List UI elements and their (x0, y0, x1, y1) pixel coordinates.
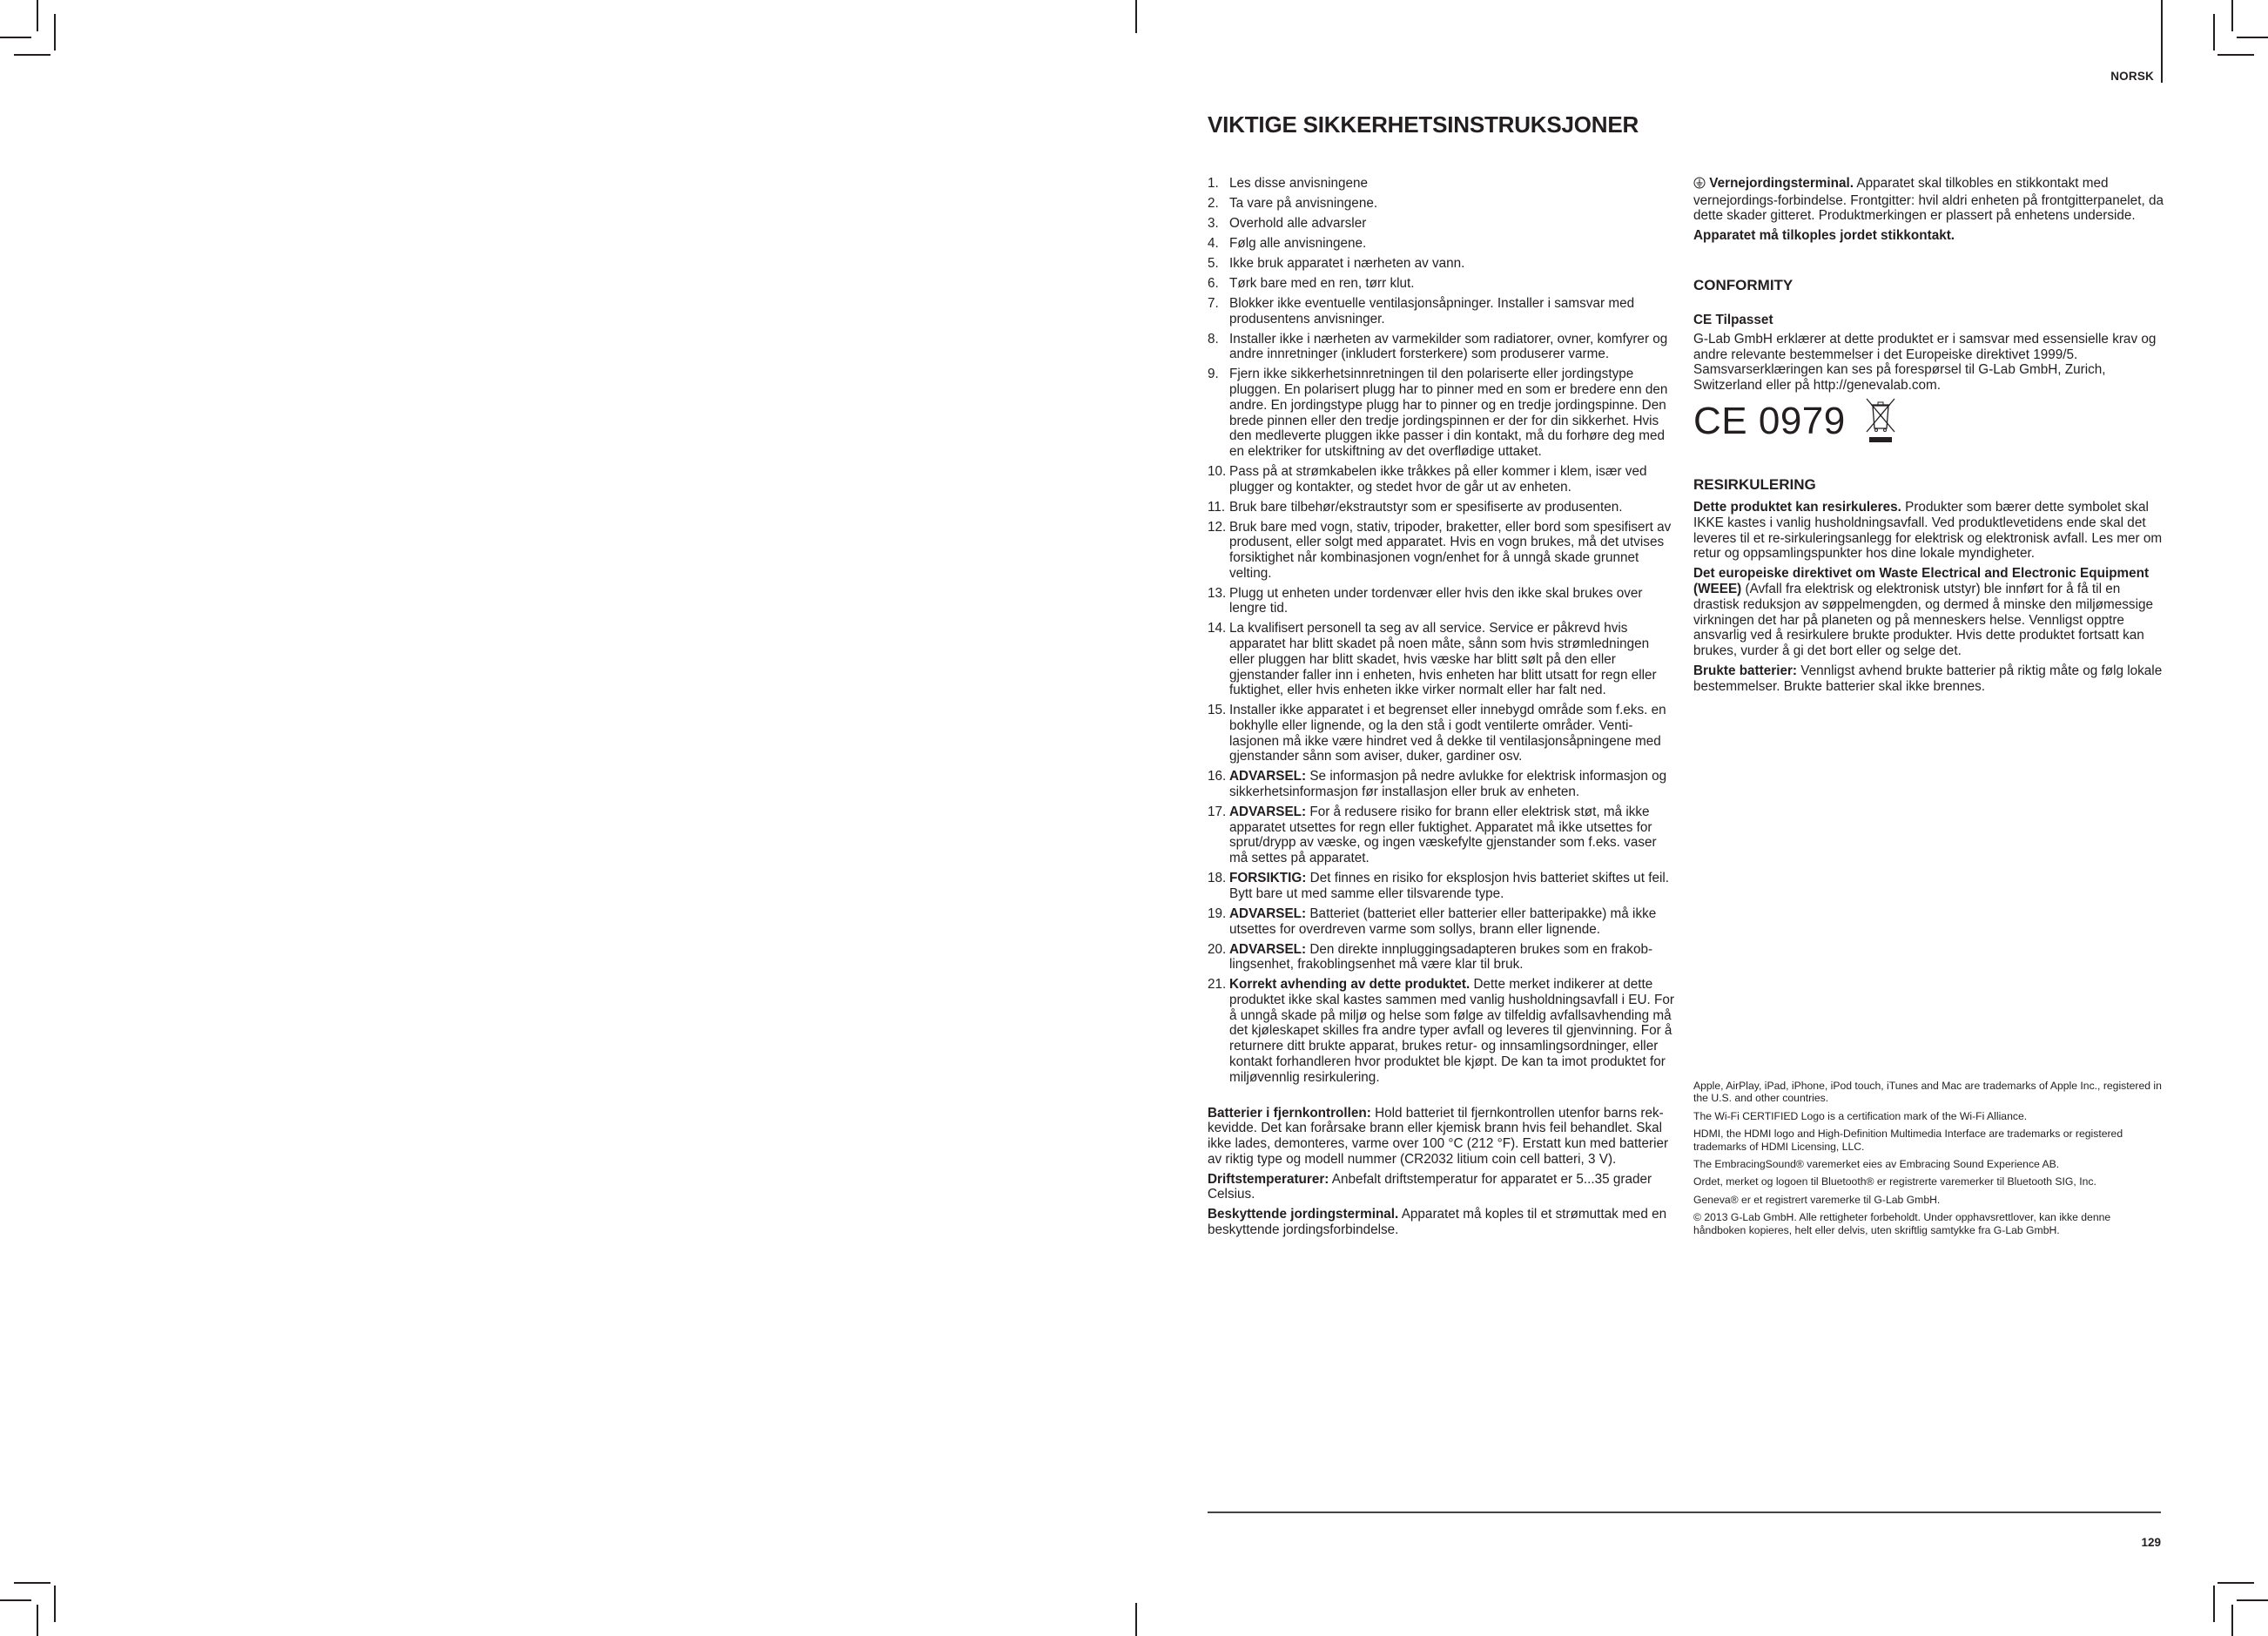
list-item (1208, 216, 1678, 232)
crop-mark (2237, 37, 2268, 38)
crop-mark (37, 1605, 38, 1636)
grounding-paragraph (1693, 176, 2164, 224)
item-number: 14. (1208, 621, 1227, 636)
recycling-lead: Det europeiske direktivet om Waste Electrical and Electronic Equipment (WEEE) (1693, 566, 2150, 597)
item-lead: ADVARSEL: (1229, 769, 1307, 784)
item-number: 1. (1208, 176, 1219, 191)
crop-mark (2218, 1582, 2254, 1584)
list-item (1208, 296, 1678, 327)
trademark-notice: Geneva® er et registrert varemerke til G-Lab GmbH. (1693, 1193, 1941, 1206)
item-text (1229, 871, 1678, 901)
item-text (1229, 196, 1678, 212)
item-body: La kvalifisert personell ta seg av all service. Service er påkrevd hvis apparatet har blitt skadet på noen måte, sånn som hvis strømledningen eller pluggen har blitt skadet, hvis væske har blitt sølt på den eller gjenstander faller inn i enheten, hvis enheten har blitt utsatt for regn eller fuktighet, eller hvis enheten ikke virker normalt eller har falt ned. (1229, 621, 1657, 698)
list-item (1208, 977, 1678, 1085)
trademark-notice: Apple, AirPlay, iPad, iPhone, iPod touch, iTunes and Mac are trademarks of Apple Inc., registered in the U.S. and other countries. (1693, 1080, 2162, 1105)
recycling-lead: Dette produktet kan resirkuleres. (1693, 500, 1901, 515)
recycling-body: Vennligst avhend brukte batterier på riktig måte og følg lokale bestemmelser. Brukte batterier skal ikke brennes. (1693, 663, 2163, 694)
crop-mark (2218, 54, 2254, 56)
item-number: 4. (1208, 236, 1219, 251)
list-item (1208, 464, 1678, 495)
ce-mark-row (1693, 399, 2164, 454)
trademark-notice: The EmbracingSound® varemerket eies av Embracing Sound Experience AB. (1693, 1158, 2060, 1171)
crop-mark (2231, 0, 2233, 31)
item-text (1229, 703, 1678, 764)
grounding-lead: Vernejordingsterminal. (1709, 176, 1854, 191)
crop-mark (2213, 14, 2215, 50)
list-item (1208, 805, 1678, 866)
item-text (1229, 805, 1678, 866)
item-text (1229, 276, 1678, 292)
item-text (1229, 500, 1678, 515)
item-text (1229, 296, 1678, 327)
item-body: Pass på at strømkabelen ikke tråkkes på eller kommer i klem, især ved plugger og kontakter, og stedet hvor de går ut av enheten. (1229, 463, 1647, 495)
item-number: 12. (1208, 519, 1227, 535)
protective-earth-icon (1693, 177, 1706, 193)
item-body: Overhold alle advarsler (1229, 216, 1367, 231)
item-text (1229, 977, 1678, 1085)
item-number: 6. (1208, 276, 1219, 291)
note-paragraph (1208, 1106, 1678, 1168)
left-column (1208, 176, 1678, 1242)
item-text (1229, 942, 1678, 973)
list-item (1208, 236, 1678, 252)
right-column (1693, 176, 2164, 699)
conformity-heading: CONFORMITY (1693, 277, 1794, 294)
recycling-body: Produkter som bærer dette symbolet skal IKKE kastes i vanlig husholdningsavfall. Ved produktlevetidens ende skal det leveres til et re-sirkuleringsanlegg for elektrisk og elektronisk avfall. Les mer om retur og oppsamlingspunkter hos dine lokale myndigheter. (1693, 500, 2163, 562)
item-number: 20. (1208, 941, 1227, 957)
item-number: 7. (1208, 296, 1219, 311)
note-lead: Driftstemperaturer: (1208, 1171, 1329, 1187)
note-lead: Batterier i fjernkontrollen: (1208, 1105, 1371, 1121)
list-item (1208, 906, 1678, 937)
trademark-notice: The Wi-Fi CERTIFIED Logo is a certification mark of the Wi-Fi Alliance. (1693, 1109, 2028, 1122)
list-item (1208, 621, 1678, 698)
item-text (1229, 586, 1678, 616)
list-item (1208, 332, 1678, 362)
trademark-notice: HDMI, the HDMI logo and High-Definition Multimedia Interface are trademarks or registered trademarks of HDMI Licensing, LLC. (1693, 1128, 2123, 1153)
footer-rule (1208, 1511, 2161, 1513)
crop-mark (2231, 1605, 2233, 1636)
page-title: VIKTIGE SIKKERHETSINSTRUKSJONER (1208, 111, 1639, 138)
item-body: Følg alle anvisningene. (1229, 236, 1367, 251)
item-text (1229, 332, 1678, 362)
item-body: Installer ikke apparatet i et begrenset eller innebygd område som f.eks. en bokhylle eller lignende, og la den stå i godt ventilerte områder. Ventilasjonen må ikke være hindret ved å dekke til ventilasjonsåpningene med gjenstander sånn som aviser, duker, gardiner osv. (1229, 703, 1666, 764)
language-tab-rule (2161, 0, 2163, 83)
item-text (1229, 367, 1678, 459)
list-item (1208, 196, 1678, 212)
list-item (1208, 871, 1678, 901)
item-number: 3. (1208, 216, 1219, 231)
list-item (1208, 367, 1678, 459)
crop-mark (37, 0, 38, 31)
ce-heading: CE Tilpasset (1693, 313, 1773, 328)
item-text (1229, 216, 1678, 232)
list-item (1208, 942, 1678, 973)
note-paragraph (1208, 1172, 1678, 1202)
recycling-paragraph (1693, 663, 2164, 694)
item-body: For å redusere risiko for brann eller elektrisk støt, må ikke apparatet utsettes for regn eller fuktighet. Apparatet må ikke utsettes for sprut/drypp av væske, og ingen væskefylte gjenstander som f.eks. vaser må settes på apparatet. (1229, 805, 1657, 866)
item-lead: Korrekt avhending av dette produktet. (1229, 977, 1470, 993)
crop-mark (54, 1586, 56, 1622)
list-item (1208, 520, 1678, 582)
note-body: Apparatet må koples til et strømuttak med en beskyttende jordingsforbindelse. (1208, 1207, 1667, 1238)
item-text (1229, 621, 1678, 698)
crop-mark (54, 14, 56, 50)
ce-text: G-Lab GmbH erklærer at dette produktet er i samsvar med essensielle krav og andre relevante bestemmelser i det Europeiske direktivet 1999/5. Samsvarserklæringen kan ses på forespørsel til G-Lab GmbH, Zurich, Switzerland eller på http://genevalab.com. (1693, 331, 2157, 393)
item-body: Bruk bare med vogn, stativ, tripoder, braketter, eller bord som spesifisert av produsent, eller solgt med apparatet. Hvis en vogn brukes, må det utvises forsiktighet når kombinasjonen vogn/enhet for å unngå skade grunnet velting. (1229, 519, 1672, 581)
grounding-text: Apparatet skal tilkobles en stikkontakt med vernejordings-forbindelse. Frontgitter: hvil aldri enheten på frontgitterpanelet, da dette skader gitteret. Produktmerkingen er plassert på enhetens underside. (1693, 176, 2164, 224)
list-item (1208, 276, 1678, 292)
item-number: 19. (1208, 906, 1227, 921)
item-body: Installer ikke i nærheten av varmekilder som radiatorer, ovner, komfyrer og andre innretninger (inkludert forsterkere) som produserer varme. (1229, 331, 1668, 362)
item-body: Blokker ikke eventuelle ventilasjonsåpninger. Installer i samsvar med produsentens anvisninger. (1229, 296, 1635, 327)
item-body: Plugg ut enheten under tordenvær eller hvis den ikke skal brukes over lengre tid. (1229, 585, 1643, 616)
list-item (1208, 176, 1678, 192)
ce-mark: CE 0979 (1693, 399, 1846, 442)
item-text (1229, 769, 1678, 799)
item-body: Les disse anvisningene (1229, 176, 1369, 191)
note-body: Hold batteriet til fjernkontrollen utenfor barns rekkevidde. Det kan forårsake brann eller kjemisk brann hvis feil behandlet. Skal ikke lades, demonteres, varme over 100 °C (212 °F). Erstatt kun med batterier av riktig type og modell nummer (CR2032 litium coin cell batteri, 3 V). (1208, 1105, 1669, 1167)
recycling-section (1693, 500, 2164, 694)
crop-mark (1135, 0, 1137, 33)
item-text (1229, 464, 1678, 495)
crop-mark (1135, 1603, 1137, 1636)
recycling-paragraph (1693, 566, 2164, 658)
item-body: Den direkte innpluggingsadapteren brukes som en frakoblingsenhet, frakoblingsenhet må være klar til bruk. (1229, 941, 1653, 973)
note-lead: Beskyttende jordingsterminal. (1208, 1207, 1399, 1222)
list-item (1208, 703, 1678, 764)
list-item (1208, 769, 1678, 799)
trademark-notice: © 2013 G-Lab GmbH. Alle rettigheter forbeholdt. Under opphavsrettlover, kan ikke denne håndboken kopieres, helt eller delvis, uten skriftlig samtykke fra G-Lab GmbH. (1693, 1211, 2111, 1236)
item-lead: ADVARSEL: (1229, 805, 1307, 820)
item-body: Ta vare på anvisningene. (1229, 196, 1378, 211)
weee-bin-icon (1865, 397, 1896, 448)
crop-mark (2213, 1586, 2215, 1622)
item-number: 9. (1208, 367, 1219, 382)
item-lead: ADVARSEL: (1229, 941, 1307, 957)
item-number: 15. (1208, 703, 1227, 718)
recycling-lead: Brukte batterier: (1693, 663, 1798, 678)
item-number: 17. (1208, 805, 1227, 820)
item-body: Dette merket indikerer at dette produktet ikke skal kastes sammen med vanlig husholdningsavfall i EU. For å unngå skade på miljø og helse som følge av tilfeldig avfallsavhending må det kjøleskapet skilles fra andre typer avfall og leveres til gjenvinning. For å returnere ditt brukte apparat, brukes retur- og innsamlingsordninger, eller kontakt forhandleren hvor produktet ble kjøpt. De kan ta imot produktet for miljøvennlig resirkulering. (1229, 977, 1674, 1085)
item-number: 10. (1208, 463, 1227, 479)
crop-mark (0, 1599, 31, 1601)
language-label: NORSK (2110, 70, 2154, 83)
item-body: Bruk bare tilbehør/ekstrautstyr som er spesifiserte av produsenten. (1229, 499, 1623, 515)
item-lead: FORSIKTIG: (1229, 871, 1307, 886)
item-number: 2. (1208, 196, 1219, 211)
item-number: 13. (1208, 585, 1227, 601)
item-number: 21. (1208, 977, 1227, 993)
left-notes (1208, 1106, 1678, 1238)
item-number: 16. (1208, 769, 1227, 784)
list-item (1208, 586, 1678, 616)
trademark-notice: Ordet, merket og logoen til Bluetooth® er registrerte varemerker til Bluetooth SIG, Inc. (1693, 1175, 2096, 1188)
crop-mark (14, 54, 50, 56)
item-body: Tørk bare med en ren, tørr klut. (1229, 276, 1415, 291)
item-text (1229, 520, 1678, 582)
item-text (1229, 236, 1678, 252)
item-body: Fjern ikke sikkerhetsinnretningen til den polariserte eller jordingstype pluggen. En polarisert plugg har to pinner med en som er bredere enn den andre. En jordingstype plugg har to pinner og en tredje jordingspinne. Den brede pinnen eller den tredje jordingspinnen er der for din sikkerhet. Hvis den medleverte pluggen ikke passer i din kontakt, må du forhøre deg med en elektriker for utskiftning av det overflødige uttaket. (1229, 367, 1668, 459)
item-text (1229, 906, 1678, 937)
crop-mark (14, 1582, 50, 1584)
item-body: Se informasjon på nedre avlukke for elektrisk informasjon og sikkerhetsinformasjon før installasjon eller bruk av enheten. (1229, 769, 1667, 800)
item-text (1229, 256, 1678, 272)
item-body: Det finnes en risiko for eksplosjon hvis batteriet skiftes ut feil. Bytt bare ut med samme eller tilsvarende type. (1229, 871, 1669, 901)
safety-instructions-list (1208, 176, 1678, 1085)
recycling-paragraph (1693, 500, 2164, 562)
item-body: Batteriet (batteriet eller batterier eller batteripakke) må ikke utsettes for overdreven varme som sollys, brann eller lignende. (1229, 906, 1657, 937)
crop-mark (2237, 1599, 2268, 1601)
grounding-note: Apparatet må tilkoples jordet stikkontakt. (1693, 228, 1955, 244)
item-number: 8. (1208, 331, 1219, 347)
note-body: Anbefalt driftstemperatur for apparatet er 5...35 grader Celsius. (1208, 1171, 1652, 1202)
list-item (1208, 256, 1678, 272)
item-text (1229, 176, 1678, 192)
item-number: 11. (1208, 499, 1226, 515)
recycling-body: (Avfall fra elektrisk og elektronisk utstyr) ble innført for å få til en drastisk reduksjon av søppelmengden, og dermed å minske den miljømessige virkningen det har på planeten og på menneskers helse. Vennligst opptre ansvarlig ved å resirkulere brukte produkter. Hvis dette produktet fortsatt kan brukes, vurder å gi det bort eller og selge det. (1693, 582, 2153, 658)
item-lead: ADVARSEL: (1229, 906, 1307, 921)
trademarks-section (1693, 1080, 2164, 1242)
recycling-heading: RESIRKULERING (1693, 475, 1816, 493)
item-number: 18. (1208, 871, 1227, 886)
item-body: Ikke bruk apparatet i nærheten av vann. (1229, 256, 1465, 271)
crop-mark (0, 37, 31, 38)
item-number: 5. (1208, 256, 1219, 271)
list-item (1208, 500, 1678, 515)
page-number: 129 (2141, 1536, 2161, 1549)
note-paragraph (1208, 1207, 1678, 1237)
